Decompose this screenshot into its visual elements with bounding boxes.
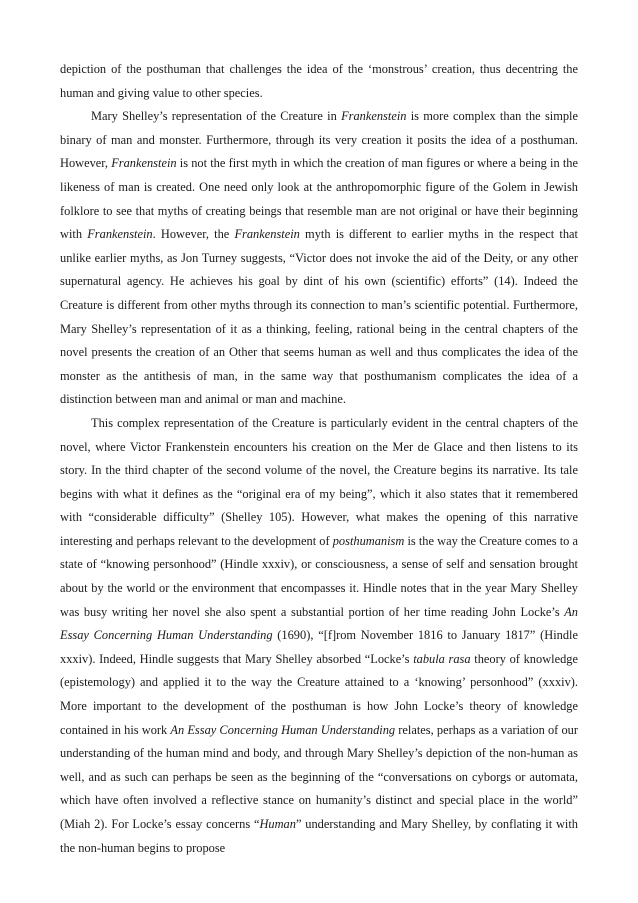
- text-run: . However, the: [152, 227, 235, 242]
- text-run: myth is different to earlier myths in the respect that unlike earlier myths, as Jon Turney suggests, “Victor does not invoke the aid of the Deity, or any other supernatural agency. He achieves his goal by dint of his own (scientific) efforts” (14). Indeed the Creature is different from other myths through its connection to man’s scientific potential. Furthermore, Mary Shelley’s representation of it as a thinking, feeling, rational being in the central chapters of the novel presents the creation of an Other that seems human as well and thus complicates the idea of the monster as the antithesis of man, in the same way that posthumanism complicates the idea of a distinction between man and animal or man and machine.: [60, 227, 578, 407]
- italic-text-run: tabula rasa: [413, 651, 471, 666]
- paragraph-3: [60, 412, 578, 860]
- paragraph-1: [60, 58, 578, 105]
- text-run: relates, perhaps as a variation of our understanding of the human mind and body, and through Mary Shelley’s depiction of the non-human as well, and as such can perhaps be seen as the beginning of the “conversations on cyborgs or automata, which have often involved a reflective stance on humanity’s distinct and special place in the world” (Miah 2). For Locke’s essay concerns “: [60, 722, 578, 831]
- italic-text-run: An Essay Concerning Human Understanding: [170, 722, 396, 737]
- document-page: [60, 58, 578, 860]
- text-run: is the way the Creature comes to a state of “knowing personhood” (Hindle xxxiv), or consciousness, a sense of self and sensation brought about by the world or the environment that encompasses it. Hindle notes that in the year Mary Shelley was busy writing her novel she also spent a substantial portion of her time reading John Locke’s: [60, 533, 578, 619]
- italic-text-run: Frankenstein: [87, 227, 153, 242]
- text-run: (1690), “[f]rom November 1816 to January 1817” (Hindle xxxiv). Indeed, Hindle suggests that Mary Shelley absorbed “Locke’s: [60, 628, 578, 666]
- italic-text-run: posthumanism: [332, 533, 405, 548]
- italic-text-run: Frankenstein: [111, 156, 177, 171]
- text-run: ” understanding and Mary Shelley, by conflating it with the non-human begins to propose: [60, 817, 578, 855]
- text-run: depiction of the posthuman that challenges the idea of the ‘monstrous’ creation, thus decentring the human and giving value to other species.: [60, 62, 578, 100]
- italic-text-run: Human: [259, 817, 296, 831]
- text-run: Mary Shelley’s representation of the Creature in: [91, 109, 342, 124]
- text-run: is more complex than the simple binary of man and monster. Furthermore, through its very creation it posits the idea of a posthuman. However,: [60, 109, 578, 171]
- italic-text-run: An Essay Concerning Human Understanding: [60, 604, 578, 643]
- italic-text-run: Frankenstein: [341, 109, 407, 124]
- text-run: is not the first myth in which the creation of man figures or where a being in the likeness of man is created. One need only look at the anthropomorphic figure of the Golem in Jewish folklore to see that myths of creating beings that resemble man are not original or have their beginning with: [60, 156, 578, 242]
- text-run: theory of knowledge (epistemology) and applied it to the way the Creature attained to a ‘knowing’ personhood” (xxxiv). More important to the development of the posthuman is how John Locke’s theory of knowledge contained in his work: [60, 651, 578, 737]
- italic-text-run: Frankenstein: [234, 227, 300, 242]
- paragraph-2: [60, 105, 578, 412]
- text-run: This complex representation of the Creature is particularly evident in the central chapters of the novel, where Victor Frankenstein encounters his creation on the Mer de Glace and then listens to its story. In the third chapter of the second volume of the novel, the Creature begins its narrative. Its tale begins with what it defines as the “original era of my being”, which it also states that it remembered with “considerable difficulty” (Shelley 105). However, what makes the opening of this narrative interesting and perhaps relevant to the development of: [60, 415, 578, 548]
